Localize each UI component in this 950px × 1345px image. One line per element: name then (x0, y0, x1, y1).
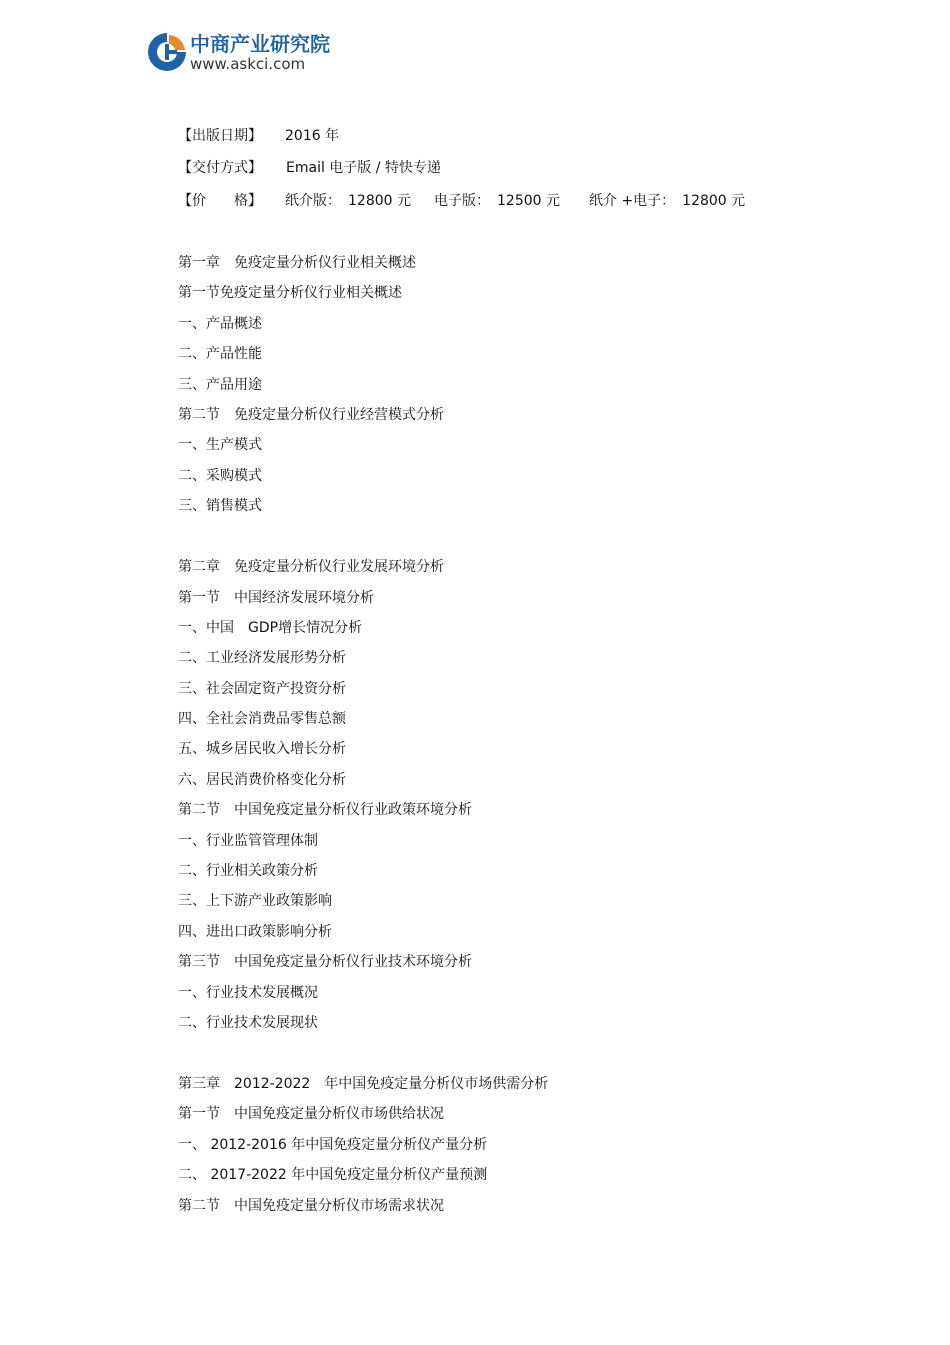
price-paper: 纸介版： 12800 元 (285, 193, 411, 209)
toc-item: 五、城乡居民收入增长分析 (178, 741, 346, 758)
price-label: 【价 格】 (178, 193, 262, 209)
delivery-label: 【交付方式】 (178, 160, 262, 176)
toc-item: 四、进出口政策影响分析 (178, 923, 332, 940)
table-of-contents (178, 254, 548, 1227)
logo-url: www.askci.com (190, 55, 306, 73)
price-electronic: 电子版： 12500 元 (434, 193, 560, 209)
toc-chapter-heading: 第三章 2012-2022 年中国免疫定量分析仪市场供需分析 (178, 1075, 549, 1092)
toc-chapter-heading: 第二章 免疫定量分析仪行业发展环境分析 (178, 559, 444, 576)
logo-title: 中商产业研究院 (190, 32, 330, 56)
toc-item: 三、社会固定资产投资分析 (178, 680, 346, 697)
toc-item: 一、产品概述 (178, 315, 262, 332)
toc-section-heading: 第二节 免疫定量分析仪行业经营模式分析 (178, 406, 444, 423)
toc-item: 三、销售模式 (178, 498, 262, 515)
toc-item: 六、居民消费价格变化分析 (178, 771, 346, 788)
toc-item: 一、行业技术发展概况 (178, 984, 318, 1001)
toc-item: 二、 2017-2022 年中国免疫定量分析仪产量预测 (178, 1167, 488, 1184)
company-logo (146, 30, 346, 76)
delivery-value: Email 电子版 / 特快专递 (286, 160, 441, 176)
toc-item: 四、全社会消费品零售总额 (178, 711, 346, 728)
toc-item: 二、工业经济发展形势分析 (178, 650, 346, 667)
toc-chapter-heading: 第一章 免疫定量分析仪行业相关概述 (178, 255, 416, 271)
toc-item: 二、行业技术发展现状 (178, 1014, 318, 1031)
publish-date-value: 2016 年 (285, 128, 340, 144)
toc-item: 三、产品用途 (178, 376, 262, 393)
toc-item: 一、行业监管管理体制 (178, 832, 318, 849)
toc-section-heading: 第二节 中国免疫定量分析仪行业政策环境分析 (178, 802, 472, 819)
toc-section-heading: 第一节 中国经济发展环境分析 (178, 589, 374, 606)
toc-item: 二、产品性能 (178, 346, 262, 363)
toc-item: 二、采购模式 (178, 467, 262, 484)
toc-item: 一、中国 GDP增长情况分析 (178, 619, 363, 636)
toc-section-heading: 第一节免疫定量分析仪行业相关概述 (178, 285, 402, 302)
toc-item: 一、生产模式 (178, 437, 262, 454)
toc-section-heading: 第二节 中国免疫定量分析仪市场需求状况 (178, 1197, 444, 1214)
toc-section-heading: 第三节 中国免疫定量分析仪行业技术环境分析 (178, 954, 472, 971)
toc-item: 二、行业相关政策分析 (178, 863, 318, 880)
toc-item: 三、上下游产业政策影响 (178, 893, 332, 910)
price-combo: 纸介 +电子： 12800 元 (589, 193, 746, 209)
publish-date-label: 【出版日期】 (178, 128, 262, 144)
toc-section-heading: 第一节 中国免疫定量分析仪市场供给状况 (178, 1106, 444, 1123)
toc-item: 一、 2012-2016 年中国免疫定量分析仪产量分析 (178, 1136, 488, 1153)
askci-logo-icon (146, 30, 188, 74)
